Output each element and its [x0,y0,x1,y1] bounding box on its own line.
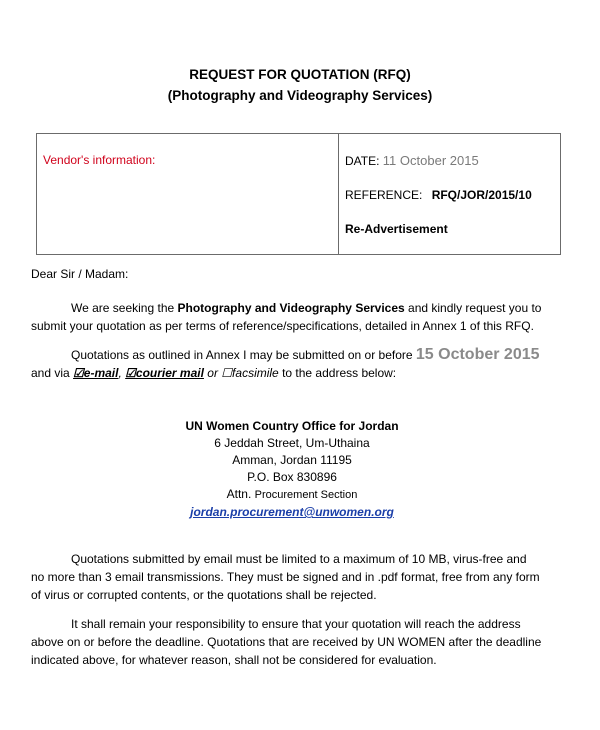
para4-line2: above on or before the deadline. Quotations that are received by UN WOMEN after the deadline [31,635,542,649]
reference-label: REFERENCE: [345,188,423,202]
para2-text-c: to the address below: [278,366,397,380]
vendor-label: Vendor's information: [43,153,156,167]
paragraph-seeking [31,299,571,335]
reference-value: RFQ/JOR/2015/10 [431,188,532,202]
document-subtitle: (Photography and Videography Services) [167,88,433,103]
option-courier-checkbox[interactable]: ☑courier mail [125,366,204,380]
para2-text-b: and via [31,366,74,380]
para3-line3: of virus or corrupted contents, or the quotations shall be rejected. [31,588,377,602]
para4-line3: indicated above, for whatever reason, shall not be considered for evaluation. [31,653,437,667]
option-or: or [203,366,222,380]
address-block [0,418,584,521]
para1-service: Photography and Videography Services [177,301,405,315]
option-fax-checkbox[interactable]: ☐facsimile [221,366,279,380]
reference-row [345,188,532,202]
address-city: Amman, Jordan 11195 [232,453,352,467]
attn-value: Procurement Section [254,489,358,501]
email-link[interactable]: jordan.procurement@unwomen.org [190,505,394,519]
attn-label: Attn. [226,487,255,501]
option-email-checkbox[interactable]: ☑e-mail [73,366,119,380]
date-row [345,153,479,168]
readvertisement-note: Re-Advertisement [345,222,448,236]
address-attn [0,486,584,504]
paragraph-email-limits [31,550,571,604]
date-value: 11 October 2015 [382,153,479,168]
para1-text-b: and kindly request you to [404,301,542,315]
deadline-date: 15 October 2015 [415,346,540,363]
address-org: UN Women Country Office for Jordan [185,419,399,433]
document-title: REQUEST FOR QUOTATION (RFQ) [189,67,411,82]
info-table [36,133,561,255]
para3-line1: Quotations submitted by email must be limited to a maximum of 10 MB, virus-free and [71,552,527,566]
para1-text-c: submit your quotation as per terms of reference/specifications, detailed in Annex 1 of this RFQ. [31,319,534,333]
date-reference-cell [339,134,560,254]
para4-line1: It shall remain your responsibility to ensure that your quotation will reach the address [71,617,521,631]
address-street: 6 Jeddah Street, Um-Uthaina [214,436,370,450]
paragraph-responsibility [31,615,571,669]
address-pobox: P.O. Box 830896 [247,470,337,484]
para2-text-a: Quotations as outlined in Annex I may be submitted on or before [71,348,416,362]
vendor-cell [37,134,339,254]
submission-options: ☑e-mail, ☑courier mail or ☐facsimile [73,366,279,380]
para3-line2: no more than 3 email transmissions. They must be signed and in .pdf format, free from any form [31,570,540,584]
date-label: DATE: [345,154,380,168]
paragraph-submission [31,346,571,382]
salutation: Dear Sir / Madam: [31,267,129,281]
para1-text-a: We are seeking the [71,301,178,315]
